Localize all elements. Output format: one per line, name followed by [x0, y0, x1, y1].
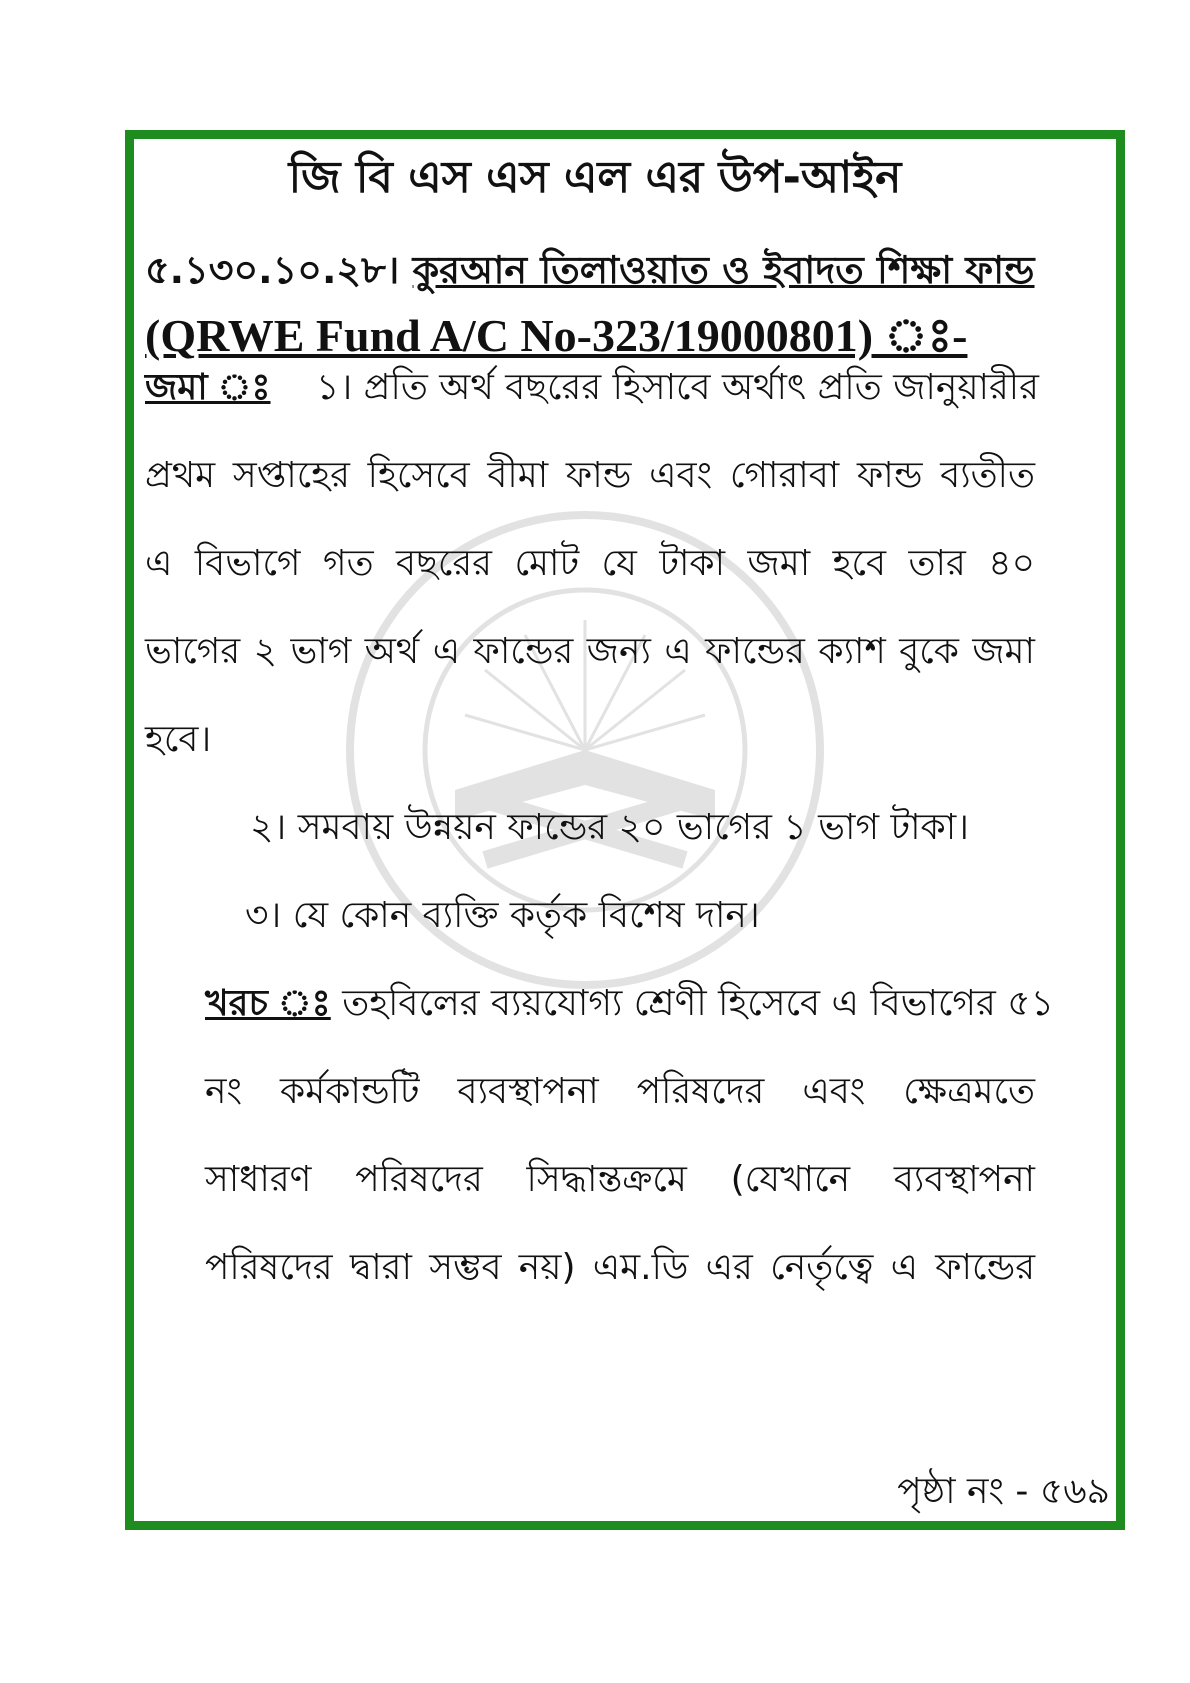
expense-text-1: তহবিলের ব্যয়যোগ্য শ্রেণী হিসেবে এ বিভাগের ৫১ [342, 983, 1054, 1024]
page-title: জি বি এস এস এল এর উপ-আইন [288, 152, 902, 203]
fund-account: (QRWE Fund A/C No-323/19000801) ঃ- [145, 310, 968, 361]
page-number: পৃষ্ঠা নং - ৫৬৯ [897, 1471, 1110, 1512]
deposit-item-3: ৩। যে কোন ব্যক্তি কর্তৃক বিশেষ দান। [245, 895, 760, 936]
deposit-line-5: হবে। [145, 719, 212, 760]
deposit-text-1: ১। প্রতি অর্থ বছরের হিসাবে অর্থাৎ প্রতি জানুয়ারীর [315, 367, 1039, 408]
deposit-line-3: এ বিভাগে গত বছরের মোট যে টাকা জমা হবে তার ৪০ [145, 543, 1035, 584]
expense-line-2: নং কর্মকান্ডটি ব্যবস্থাপনা পরিষদের এবং ক্ষেত্রমতে [205, 1071, 1035, 1112]
expense-label: খরচ ঃ [205, 983, 331, 1024]
section-title: কুরআন তিলাওয়াত ও ইবাদত শিক্ষা ফান্ড [412, 248, 1035, 292]
deposit-line-1 [145, 366, 1039, 410]
deposit-label: জমা ঃ [145, 367, 271, 408]
expense-line-3: সাধারণ পরিষদের সিদ্ধান্তক্রমে (যেখানে ব্যবস্থাপনা [205, 1159, 1035, 1200]
expense-line-4: পরিষদের দ্বারা সম্ভব নয়) এম.ডি এর নের্তৃত্বে এ ফান্ডের [205, 1247, 1035, 1288]
deposit-item-2: ২। সমবায় উন্নয়ন ফান্ডের ২০ ভাগের ১ ভাগ টাকা। [250, 807, 970, 848]
section-number: ৫.১৩০.১০.২৮। [145, 248, 400, 292]
deposit-line-4: ভাগের ২ ভাগ অর্থ এ ফান্ডের জন্য এ ফান্ডের ক্যাশ বুকে জমা [145, 631, 1035, 672]
section-heading [145, 248, 1035, 292]
deposit-line-2: প্রথম সপ্তাহের হিসেবে বীমা ফান্ড এবং গোরাবা ফান্ড ব্যতীত [145, 455, 1035, 496]
expense-line-1 [205, 982, 1054, 1026]
